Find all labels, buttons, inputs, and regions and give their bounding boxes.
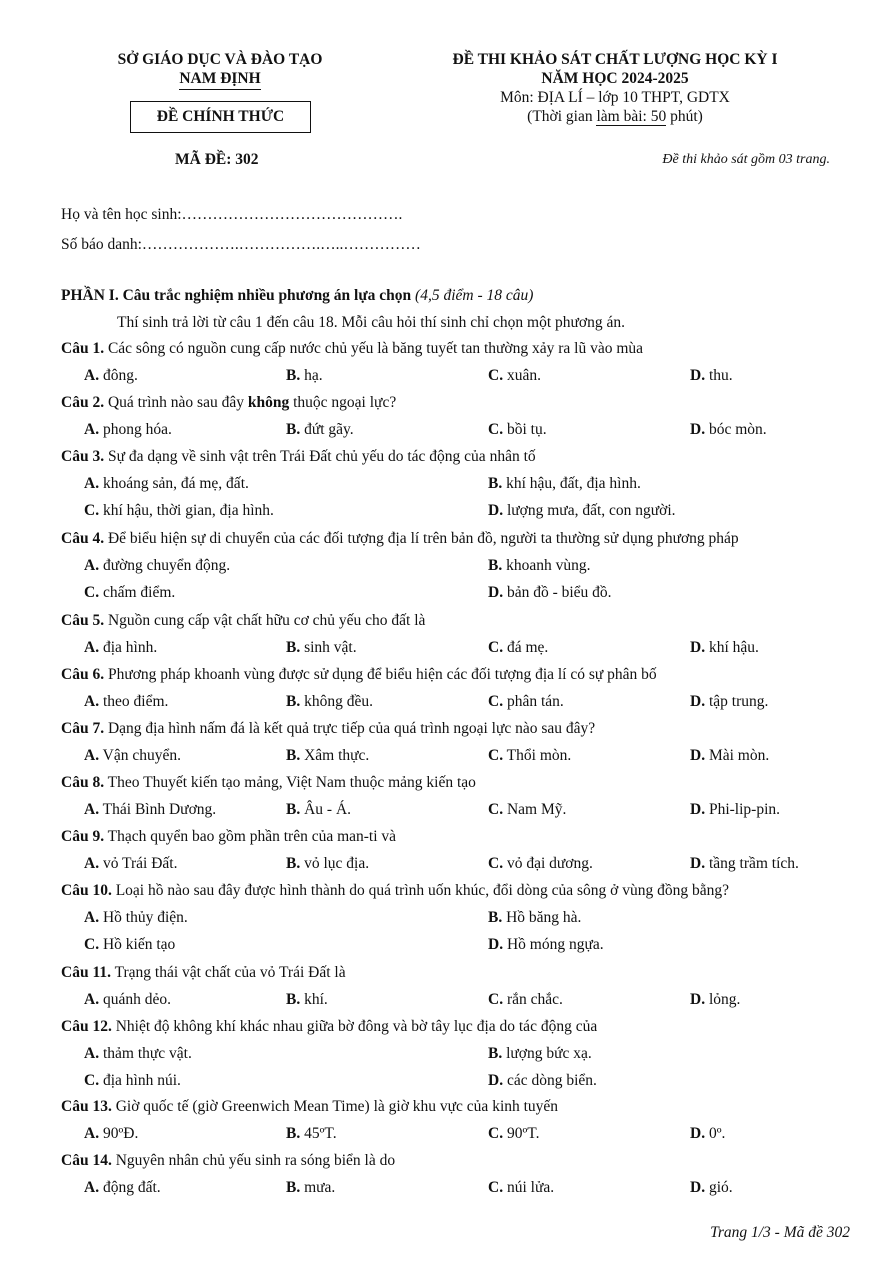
option-letter: D. <box>690 367 706 384</box>
option-letter: D. <box>488 1072 504 1089</box>
option-letter: D. <box>488 936 504 953</box>
question-text: Loại hồ nào sau đây được hình thành do quá trình uốn khúc, đổi dòng của sông ở vùng đồng bằng? <box>111 882 729 899</box>
answer-option <box>690 855 799 873</box>
option-letter: B. <box>286 421 301 438</box>
option-letter: D. <box>488 502 504 519</box>
question-stem <box>61 828 396 846</box>
option-text: Thái Bình Dương. <box>99 801 217 818</box>
answer-option <box>488 557 590 575</box>
option-text: lỏng. <box>705 991 741 1008</box>
question-number: Câu 8. <box>61 774 105 791</box>
answer-option <box>84 639 157 657</box>
option-text: phân tán. <box>503 693 564 710</box>
option-letter: C. <box>488 1125 504 1142</box>
answer-option <box>84 421 172 439</box>
option-text: Nam Mỹ. <box>503 801 567 818</box>
section-title: PHẦN I. Câu trắc nghiệm nhiều phương án lựa chọn (4,5 điểm - 18 câu) <box>61 287 534 304</box>
answer-option <box>690 991 740 1009</box>
answer-option <box>84 1125 138 1143</box>
answer-option <box>690 367 733 385</box>
option-letter: A. <box>84 421 100 438</box>
option-letter: B. <box>286 639 301 656</box>
option-letter: D. <box>690 801 706 818</box>
option-text: bản đồ - biểu đồ. <box>503 584 612 601</box>
option-text: tập trung. <box>705 693 769 710</box>
option-text: 45ºT. <box>300 1125 337 1142</box>
option-letter: C. <box>84 936 100 953</box>
option-letter: C. <box>488 639 504 656</box>
question-text: Để biểu hiện sự di chuyển của các đối tượng địa lí trên bản đồ, người ta thường sử dụng phương pháp <box>104 530 739 547</box>
option-letter: C. <box>488 693 504 710</box>
option-text: bồi tụ. <box>503 421 547 438</box>
option-letter: D. <box>488 584 504 601</box>
answer-option <box>84 747 181 765</box>
option-text: khí hậu, đất, địa hình. <box>502 475 641 492</box>
answer-option <box>84 367 138 385</box>
option-letter: A. <box>84 639 100 656</box>
question-emphasis: không <box>247 394 290 411</box>
option-letter: B. <box>286 693 301 710</box>
answer-option <box>488 367 541 385</box>
option-text: thảm thực vật. <box>99 1045 192 1062</box>
answer-option <box>84 584 175 602</box>
answer-option <box>286 421 354 439</box>
answer-option <box>286 693 373 711</box>
option-letter: A. <box>84 475 100 492</box>
question-number: Câu 11. <box>61 964 111 981</box>
answer-option <box>84 801 216 819</box>
answer-option <box>488 421 547 439</box>
answer-option <box>286 367 323 385</box>
answer-option <box>286 801 351 819</box>
student-name-line: Họ và tên học sinh:……………………………………. <box>61 206 403 223</box>
question-stem <box>61 1152 395 1170</box>
option-letter: C. <box>488 991 504 1008</box>
question-stem <box>61 964 346 982</box>
answer-option <box>488 639 548 657</box>
question-number: Câu 2. <box>61 394 105 411</box>
option-letter: C. <box>488 747 504 764</box>
option-letter: A. <box>84 1045 100 1062</box>
option-text: vỏ lục địa. <box>300 855 370 872</box>
option-letter: A. <box>84 909 100 926</box>
option-letter: B. <box>286 801 301 818</box>
answer-option <box>488 991 563 1009</box>
question-text: Theo Thuyết kiến tạo mảng, Việt Nam thuộc mảng kiến tạo <box>104 774 476 791</box>
option-text: đường chuyển động. <box>99 557 231 574</box>
option-text: bóc mòn. <box>705 421 767 438</box>
option-letter: D. <box>690 855 706 872</box>
option-text: địa hình. <box>99 639 158 656</box>
question-stem <box>61 774 476 792</box>
section-note: (4,5 điểm - 18 câu) <box>415 287 534 304</box>
option-text: không đều. <box>300 693 373 710</box>
answer-option <box>84 502 274 520</box>
option-text: tầng trầm tích. <box>705 855 799 872</box>
option-letter: D. <box>690 421 706 438</box>
department-name: SỞ GIÁO DỤC VÀ ĐÀO TẠO <box>117 51 323 68</box>
question-text: Giờ quốc tế (giờ Greenwich Mean Time) là giờ khu vực của kinh tuyến <box>111 1098 559 1115</box>
answer-option <box>488 584 612 602</box>
school-year: NĂM HỌC 2024-2025 <box>541 70 689 87</box>
answer-option <box>286 639 357 657</box>
option-letter: C. <box>488 421 504 438</box>
question-stem <box>61 882 729 900</box>
question-text: Thạch quyển bao gồm phần trên của man-ti và <box>104 828 397 845</box>
option-text: động đất. <box>99 1179 161 1196</box>
answer-option <box>488 801 566 819</box>
option-text: rắn chắc. <box>503 991 563 1008</box>
pages-note: Đề thi khảo sát gồm 03 trang. <box>662 152 830 167</box>
answer-option <box>488 1045 592 1063</box>
option-text: đứt gãy. <box>300 421 354 438</box>
question-stem <box>61 448 536 466</box>
option-text: Mài mòn. <box>705 747 770 764</box>
question-text: thuộc ngoại lực? <box>289 394 397 411</box>
question-number: Câu 10. <box>61 882 112 899</box>
answer-option <box>690 801 780 819</box>
option-letter: A. <box>84 367 100 384</box>
option-text: 90ºT. <box>503 1125 540 1142</box>
department-block <box>95 50 345 90</box>
time-line: (Thời gian làm bài: 50 phút) <box>527 108 703 125</box>
question-number: Câu 4. <box>61 530 105 547</box>
question-text: Các sông có nguồn cung cấp nước chủ yếu là băng tuyết tan thường xảy ra lũ vào mùa <box>104 340 644 357</box>
option-text: núi lửa. <box>503 1179 555 1196</box>
question-stem <box>61 530 739 548</box>
option-text: Hồ thủy điện. <box>99 909 188 926</box>
option-letter: A. <box>84 1125 100 1142</box>
question-text: Sự đa dạng về sinh vật trên Trái Đất chủ yếu do tác động của nhân tố <box>104 448 536 465</box>
option-letter: A. <box>84 747 100 764</box>
option-text: Âu - Á. <box>300 801 352 818</box>
question-text: Trạng thái vật chất của vỏ Trái Đất là <box>110 964 346 981</box>
question-stem <box>61 612 425 630</box>
option-text: mưa. <box>300 1179 336 1196</box>
answer-option <box>84 1179 161 1197</box>
option-letter: D. <box>690 1179 706 1196</box>
answer-option <box>690 1125 725 1143</box>
answer-option <box>488 693 564 711</box>
option-letter: A. <box>84 855 100 872</box>
option-text: khí. <box>300 991 328 1008</box>
question-stem <box>61 1018 597 1036</box>
option-letter: A. <box>84 991 100 1008</box>
answer-option <box>84 855 177 873</box>
option-text: các dòng biển. <box>503 1072 597 1089</box>
option-text: hạ. <box>300 367 323 384</box>
option-text: Hồ kiến tạo <box>99 936 176 953</box>
option-text: đông. <box>99 367 138 384</box>
exam-code: MÃ ĐỀ: 302 <box>175 151 259 168</box>
answer-option <box>690 1179 733 1197</box>
option-letter: B. <box>488 557 503 574</box>
option-letter: B. <box>286 991 301 1008</box>
question-text: Nguồn cung cấp vật chất hữu cơ chủ yếu cho đất là <box>104 612 426 629</box>
question-number: Câu 13. <box>61 1098 112 1115</box>
option-letter: D. <box>690 991 706 1008</box>
option-text: 0º. <box>705 1125 726 1142</box>
option-letter: C. <box>488 367 504 384</box>
answer-option <box>488 1125 539 1143</box>
option-letter: B. <box>286 855 301 872</box>
exam-title: ĐỀ THI KHẢO SÁT CHẤT LƯỢNG HỌC KỲ I <box>452 51 778 68</box>
answer-option <box>286 747 369 765</box>
option-text: quánh dẻo. <box>99 991 171 1008</box>
option-text: khoáng sản, đá mẹ, đất. <box>99 475 249 492</box>
question-stem <box>61 340 643 358</box>
question-number: Câu 5. <box>61 612 105 629</box>
option-letter: D. <box>690 747 706 764</box>
answer-option <box>488 1072 597 1090</box>
section-instruction: Thí sinh trả lời từ câu 1 đến câu 18. Mỗi câu hỏi thí sinh chỉ chọn một phương án. <box>117 314 626 331</box>
answer-option <box>84 1045 192 1063</box>
option-text: phong hóa. <box>99 421 172 438</box>
option-letter: C. <box>488 855 504 872</box>
option-text: lượng bức xạ. <box>502 1045 592 1062</box>
answer-option <box>286 991 328 1009</box>
option-text: vỏ Trái Đất. <box>99 855 178 872</box>
student-id-line: Số báo danh:……………….…………….…..…………… <box>61 236 421 253</box>
question-number: Câu 14. <box>61 1152 112 1169</box>
answer-option <box>84 475 249 493</box>
option-letter: B. <box>488 909 503 926</box>
option-text: sinh vật. <box>300 639 357 656</box>
option-letter: B. <box>286 1179 301 1196</box>
answer-option <box>286 855 369 873</box>
option-text: khí hậu, thời gian, địa hình. <box>99 502 274 519</box>
question-number: Câu 1. <box>61 340 105 357</box>
answer-option <box>690 747 769 765</box>
option-text: Phi-lip-pin. <box>705 801 780 818</box>
option-text: theo điểm. <box>99 693 169 710</box>
option-letter: B. <box>286 747 301 764</box>
question-text: Quá trình nào sau đây <box>104 394 248 411</box>
answer-option <box>488 1179 554 1197</box>
option-text: chấm điểm. <box>99 584 176 601</box>
question-stem <box>61 394 396 412</box>
option-letter: B. <box>286 367 301 384</box>
option-letter: C. <box>84 1072 100 1089</box>
question-text: Nguyên nhân chủ yếu sinh ra sóng biển là do <box>111 1152 396 1169</box>
exam-title-block <box>410 50 820 126</box>
question-number: Câu 12. <box>61 1018 112 1035</box>
answer-option <box>690 421 767 439</box>
option-text: Thổi mòn. <box>503 747 572 764</box>
question-stem <box>61 720 595 738</box>
option-text: lượng mưa, đất, con người. <box>503 502 676 519</box>
option-text: vỏ đại dương. <box>503 855 593 872</box>
answer-option <box>488 502 676 520</box>
option-letter: D. <box>690 693 706 710</box>
option-text: Xâm thực. <box>300 747 370 764</box>
page-footer: Trang 1/3 - Mã đề 302 <box>710 1224 850 1241</box>
answer-option <box>84 1072 181 1090</box>
option-letter: A. <box>84 801 100 818</box>
option-text: địa hình núi. <box>99 1072 181 1089</box>
question-stem <box>61 1098 558 1116</box>
option-letter: C. <box>488 1179 504 1196</box>
option-text: thu. <box>705 367 733 384</box>
option-letter: A. <box>84 1179 100 1196</box>
answer-option <box>690 639 759 657</box>
answer-option <box>488 855 593 873</box>
option-text: Vận chuyển. <box>99 747 182 764</box>
question-stem <box>61 666 657 684</box>
question-text: Phương pháp khoanh vùng được sử dụng để biểu hiện các đối tượng địa lí có sự phân bố <box>104 666 657 683</box>
option-letter: C. <box>84 502 100 519</box>
answer-option <box>488 747 571 765</box>
question-number: Câu 7. <box>61 720 105 737</box>
answer-option <box>84 909 188 927</box>
answer-option <box>690 693 768 711</box>
question-number: Câu 9. <box>61 828 105 845</box>
question-number: Câu 3. <box>61 448 105 465</box>
option-text: 90ºĐ. <box>99 1125 139 1142</box>
official-exam-box: ĐỀ CHÍNH THỨC <box>130 101 311 133</box>
answer-option <box>84 936 175 954</box>
option-letter: A. <box>84 557 100 574</box>
option-text: Hồ băng hà. <box>502 909 582 926</box>
option-text: khí hậu. <box>705 639 759 656</box>
answer-option <box>84 991 171 1009</box>
option-letter: D. <box>690 1125 706 1142</box>
option-text: đá mẹ. <box>503 639 549 656</box>
question-text: Dạng địa hình nấm đá là kết quả trực tiếp của quá trình ngoại lực nào sau đây? <box>104 720 596 737</box>
answer-option <box>488 936 604 954</box>
option-text: khoanh vùng. <box>502 557 591 574</box>
option-text: gió. <box>705 1179 733 1196</box>
answer-option <box>286 1179 335 1197</box>
subject-line: Môn: ĐỊA LÍ – lớp 10 THPT, GDTX <box>500 89 730 106</box>
option-letter: B. <box>286 1125 301 1142</box>
answer-option <box>488 475 641 493</box>
option-letter: B. <box>488 1045 503 1062</box>
answer-option <box>84 557 230 575</box>
answer-option <box>286 1125 337 1143</box>
option-text: Hồ móng ngựa. <box>503 936 604 953</box>
answer-option <box>488 909 581 927</box>
question-text: Nhiệt độ không khí khác nhau giữa bờ đông và bờ tây lục địa do tác động của <box>111 1018 598 1035</box>
option-letter: C. <box>488 801 504 818</box>
option-letter: C. <box>84 584 100 601</box>
option-text: xuân. <box>503 367 541 384</box>
option-letter: D. <box>690 639 706 656</box>
question-number: Câu 6. <box>61 666 105 683</box>
province-name: NAM ĐỊNH <box>179 69 260 90</box>
option-letter: B. <box>488 475 503 492</box>
answer-option <box>84 693 168 711</box>
option-letter: A. <box>84 693 100 710</box>
